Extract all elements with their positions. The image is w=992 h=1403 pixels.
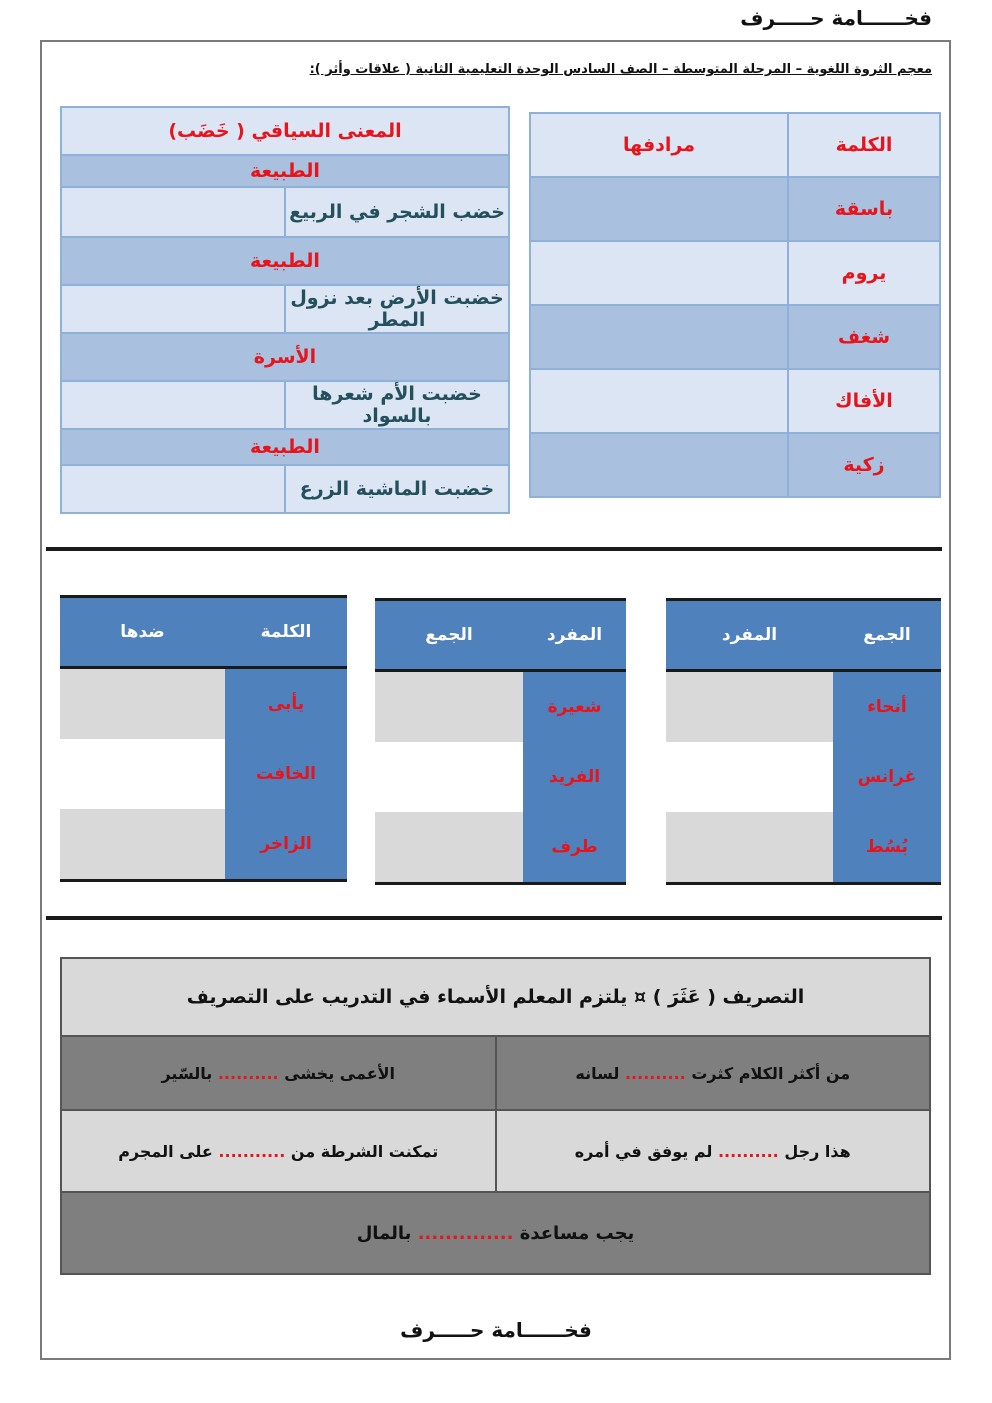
singular-answer-cell[interactable] — [666, 812, 833, 884]
context-sentence: خضبت الأرض بعد نزول المطر — [285, 285, 509, 333]
blank-dots: .......... — [217, 1063, 279, 1083]
conjugation-item[interactable] — [61, 1036, 496, 1110]
context-answer-cell[interactable] — [61, 187, 285, 237]
context-answer-cell[interactable] — [61, 285, 285, 333]
context-sentence: خضب الشجر في الربيع — [285, 187, 509, 237]
singular-plural-table — [375, 598, 626, 885]
item-text-after: بالسّير — [161, 1063, 213, 1083]
blank-dots: .............. — [417, 1222, 514, 1244]
column-header-word: الكلمة — [225, 597, 347, 668]
conjugation-item[interactable] — [61, 1192, 930, 1274]
item-text-before: تمكنت الشرطة من — [290, 1141, 439, 1161]
synonyms-table — [529, 112, 941, 498]
section-divider — [46, 916, 942, 920]
singular-word: شعيرة — [523, 671, 626, 743]
context-sentence: خضبت الأم شعرها بالسواد — [285, 381, 509, 429]
antonym-answer-cell[interactable] — [60, 809, 225, 881]
item-text-after: لم يوفق في أمره — [574, 1141, 713, 1161]
context-label: الأسرة — [61, 333, 509, 381]
synonym-word: شغف — [788, 305, 940, 369]
column-header-singular: المفرد — [666, 600, 833, 671]
context-sentence: خضبت الماشية الزرع — [285, 465, 509, 513]
singular-word: طرف — [523, 812, 626, 884]
context-answer-cell[interactable] — [61, 381, 285, 429]
header-brand: فخــــــامة حـــــرف — [740, 6, 932, 30]
plural-singular-table — [666, 598, 941, 885]
context-label: الطبيعة — [61, 429, 509, 465]
plural-answer-cell[interactable] — [375, 812, 523, 884]
antonym-answer-cell[interactable] — [60, 668, 225, 740]
worksheet-subtitle: معجم الثروة اللغوية – المرحلة المتوسطة – الصف السادس الوحدة التعليمية الثانية ( علاقات وأثر ): — [309, 62, 932, 77]
synonym-answer-cell[interactable] — [530, 369, 788, 433]
antonyms-table — [60, 595, 347, 882]
item-text-after: بالمال — [356, 1222, 412, 1244]
conjugation-table — [60, 957, 931, 1275]
plural-word: غرانس — [833, 742, 941, 812]
conjugation-item[interactable] — [61, 1110, 496, 1192]
plural-answer-cell[interactable] — [375, 742, 523, 812]
antonym-word: يأبى — [225, 668, 347, 740]
blank-dots: .......... — [624, 1063, 686, 1083]
column-header-word: الكلمة — [788, 113, 940, 177]
item-text-before: يجب مساعدة — [519, 1222, 635, 1244]
context-meaning-title: المعنى السياقي ( خَضَب) — [61, 107, 509, 155]
context-label: الطبيعة — [61, 237, 509, 285]
synonym-answer-cell[interactable] — [530, 305, 788, 369]
column-header-singular: المفرد — [523, 600, 626, 671]
synonym-answer-cell[interactable] — [530, 241, 788, 305]
singular-answer-cell[interactable] — [666, 671, 833, 743]
synonym-word: الأفاك — [788, 369, 940, 433]
synonym-word: باسقة — [788, 177, 940, 241]
synonym-word: زكية — [788, 433, 940, 497]
synonym-word: يروم — [788, 241, 940, 305]
antonym-answer-cell[interactable] — [60, 739, 225, 809]
footer-brand: فخــــــامة حـــــرف — [400, 1318, 592, 1342]
singular-word: الفريد — [523, 742, 626, 812]
singular-answer-cell[interactable] — [666, 742, 833, 812]
plural-word: بُسُط — [833, 812, 941, 884]
blank-dots: ........... — [218, 1141, 286, 1161]
synonym-answer-cell[interactable] — [530, 433, 788, 497]
column-header-plural: الجمع — [833, 600, 941, 671]
item-text-after: لسانه — [575, 1063, 620, 1083]
context-meaning-table — [60, 106, 510, 514]
item-text-before: من أكثر الكلام كثرت — [691, 1063, 851, 1083]
context-answer-cell[interactable] — [61, 465, 285, 513]
antonym-word: الخافت — [225, 739, 347, 809]
section-divider — [46, 547, 942, 551]
item-text-before: الأعمى يخشى — [284, 1063, 396, 1083]
item-text-after: على المجرم — [118, 1141, 213, 1161]
column-header-plural: الجمع — [375, 600, 523, 671]
conjugation-item[interactable] — [496, 1110, 931, 1192]
context-label: الطبيعة — [61, 155, 509, 187]
column-header-antonym: ضدها — [60, 597, 225, 668]
plural-word: أنحاء — [833, 671, 941, 743]
blank-dots: .......... — [717, 1141, 779, 1161]
plural-answer-cell[interactable] — [375, 671, 523, 743]
conjugation-title: التصريف ( عَثَرَ ) ¤ يلتزم المعلم الأسماء في التدريب على التصريف — [61, 958, 930, 1036]
column-header-synonym: مرادفها — [530, 113, 788, 177]
antonym-word: الزاخر — [225, 809, 347, 881]
synonym-answer-cell[interactable] — [530, 177, 788, 241]
conjugation-item[interactable] — [496, 1036, 931, 1110]
item-text-before: هذا رجل — [784, 1141, 851, 1161]
